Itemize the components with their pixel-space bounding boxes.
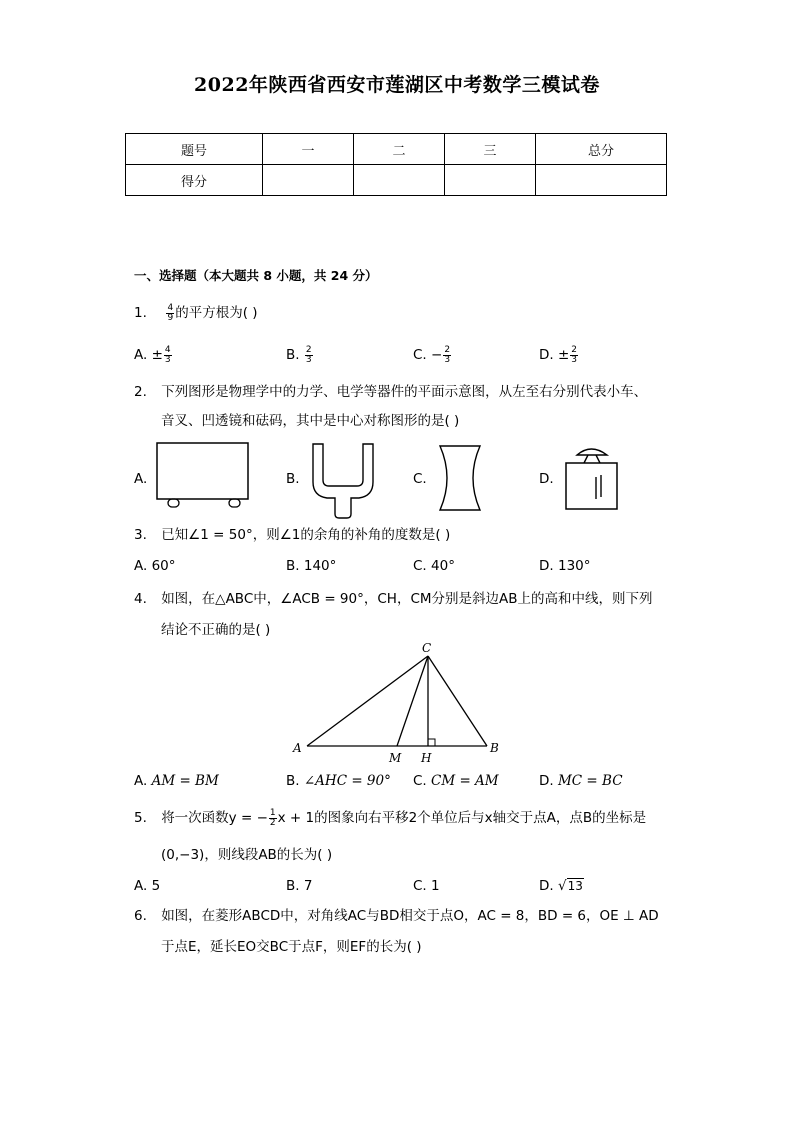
question-stem: 如图，在菱形ABCD中，对角线AC与BD相交于点O，AC = 8，BD = 6，OE ⊥ AD [161, 908, 659, 924]
sqrt-icon: √ [557, 878, 567, 894]
option-d[interactable]: D. 130° [539, 558, 591, 574]
point-label-h: H [421, 751, 432, 765]
point-label-m: M [389, 751, 402, 765]
question-2 [134, 382, 647, 402]
question-4 [134, 589, 653, 609]
table-row [126, 134, 667, 165]
option-b[interactable]: B. ∠AHC = 90° [286, 773, 391, 789]
option-a[interactable]: A. 60° [134, 558, 176, 574]
option-c[interactable]: C. CM = AM [413, 773, 499, 789]
question-number: 2. [134, 384, 147, 400]
option-a[interactable]: A. 5 [134, 878, 161, 894]
option-d[interactable]: D. √13 [539, 878, 583, 894]
triangle-figure [285, 642, 505, 770]
score-cell[interactable] [445, 165, 536, 196]
question-6 [134, 906, 659, 926]
score-table [125, 133, 667, 196]
option-c[interactable]: C. [413, 471, 427, 487]
table-header: 题号 [126, 134, 263, 165]
question-number: 6. [134, 908, 147, 924]
weight-figure [561, 441, 623, 513]
question-3 [134, 525, 450, 545]
option-b[interactable]: B. $\frac{2}{3}$ [286, 344, 312, 365]
question-stem: 的平方根为( ) [175, 305, 258, 321]
question-stem-cont: x + 1的图象向右平移2个单位后与x轴交于点A，点B的坐标是 [277, 810, 647, 826]
question-stem: 将一次函数y = − [161, 810, 268, 826]
point-label-c: C [422, 642, 432, 655]
question-number: 5. [134, 810, 147, 826]
option-c[interactable]: C. 40° [413, 558, 455, 574]
question-number: 4. [134, 591, 147, 607]
table-header: 总分 [536, 134, 667, 165]
table-header: 一 [263, 134, 354, 165]
question-stem: 已知∠1 = 50°，则∠1的余角的补角的度数是( ) [161, 527, 451, 543]
question-number: 1. [134, 305, 147, 321]
score-cell[interactable] [536, 165, 667, 196]
question-stem-line2: 结论不正确的是( ) [161, 622, 271, 638]
table-row [126, 165, 667, 196]
option-b[interactable]: B. [286, 471, 300, 487]
option-a[interactable]: A. AM = BM [134, 773, 219, 789]
option-c[interactable]: C. − $\frac{2}{3}$ [413, 344, 451, 365]
cart-figure [155, 440, 253, 512]
question-stem-line2: 于点E，延长EO交BC于点F，则EF的长为( ) [161, 939, 422, 955]
question-5: 5. 将一次函数y = − $\frac{1}{2}$ x + 1的图象向右平移2个单位后与x轴交于点A，点B的坐标是 [134, 807, 647, 828]
table-header: 二 [354, 134, 445, 165]
question-number: 3. [134, 527, 147, 543]
table-header: 三 [445, 134, 536, 165]
question-stem-line2: (0,−3)，则线段AB的长为( ) [161, 847, 333, 863]
option-c[interactable]: C. 1 [413, 878, 440, 894]
page-title: 2022年陕西省西安市莲湖区中考数学三模试卷 [194, 74, 600, 96]
question-stem: 下列图形是物理学中的力学、电学等器件的平面示意图，从左至右分别代表小车、 [161, 384, 648, 400]
tuning-fork-figure [307, 440, 379, 522]
option-a[interactable]: A. ± $\frac{4}{3}$ [134, 344, 171, 365]
option-d[interactable]: D. [539, 471, 554, 487]
section-heading: 一、选择题（本大题共 8 小题，共 24 分） [134, 268, 378, 283]
concave-lens-figure [436, 444, 486, 514]
option-b[interactable]: B. 140° [286, 558, 337, 574]
fraction: $\frac{4}{9}$ [167, 302, 174, 323]
option-a[interactable]: A. [134, 471, 148, 487]
option-b[interactable]: B. 7 [286, 878, 313, 894]
option-d[interactable]: D. ± $\frac{2}{3}$ [539, 344, 578, 365]
score-cell[interactable] [263, 165, 354, 196]
point-label-b: B [490, 741, 499, 755]
question-1 [134, 303, 258, 323]
point-label-a: A [293, 741, 302, 755]
table-row-label: 得分 [126, 165, 263, 196]
question-stem: 如图，在△ABC中，∠ACB = 90°，CH，CM分别是斜边AB上的高和中线，则下列 [161, 591, 653, 607]
question-stem-line2: 音叉、凹透镜和砝码，其中是中心对称图形的是( ) [161, 413, 460, 429]
score-cell[interactable] [354, 165, 445, 196]
option-d[interactable]: D. MC = BC [539, 773, 623, 789]
